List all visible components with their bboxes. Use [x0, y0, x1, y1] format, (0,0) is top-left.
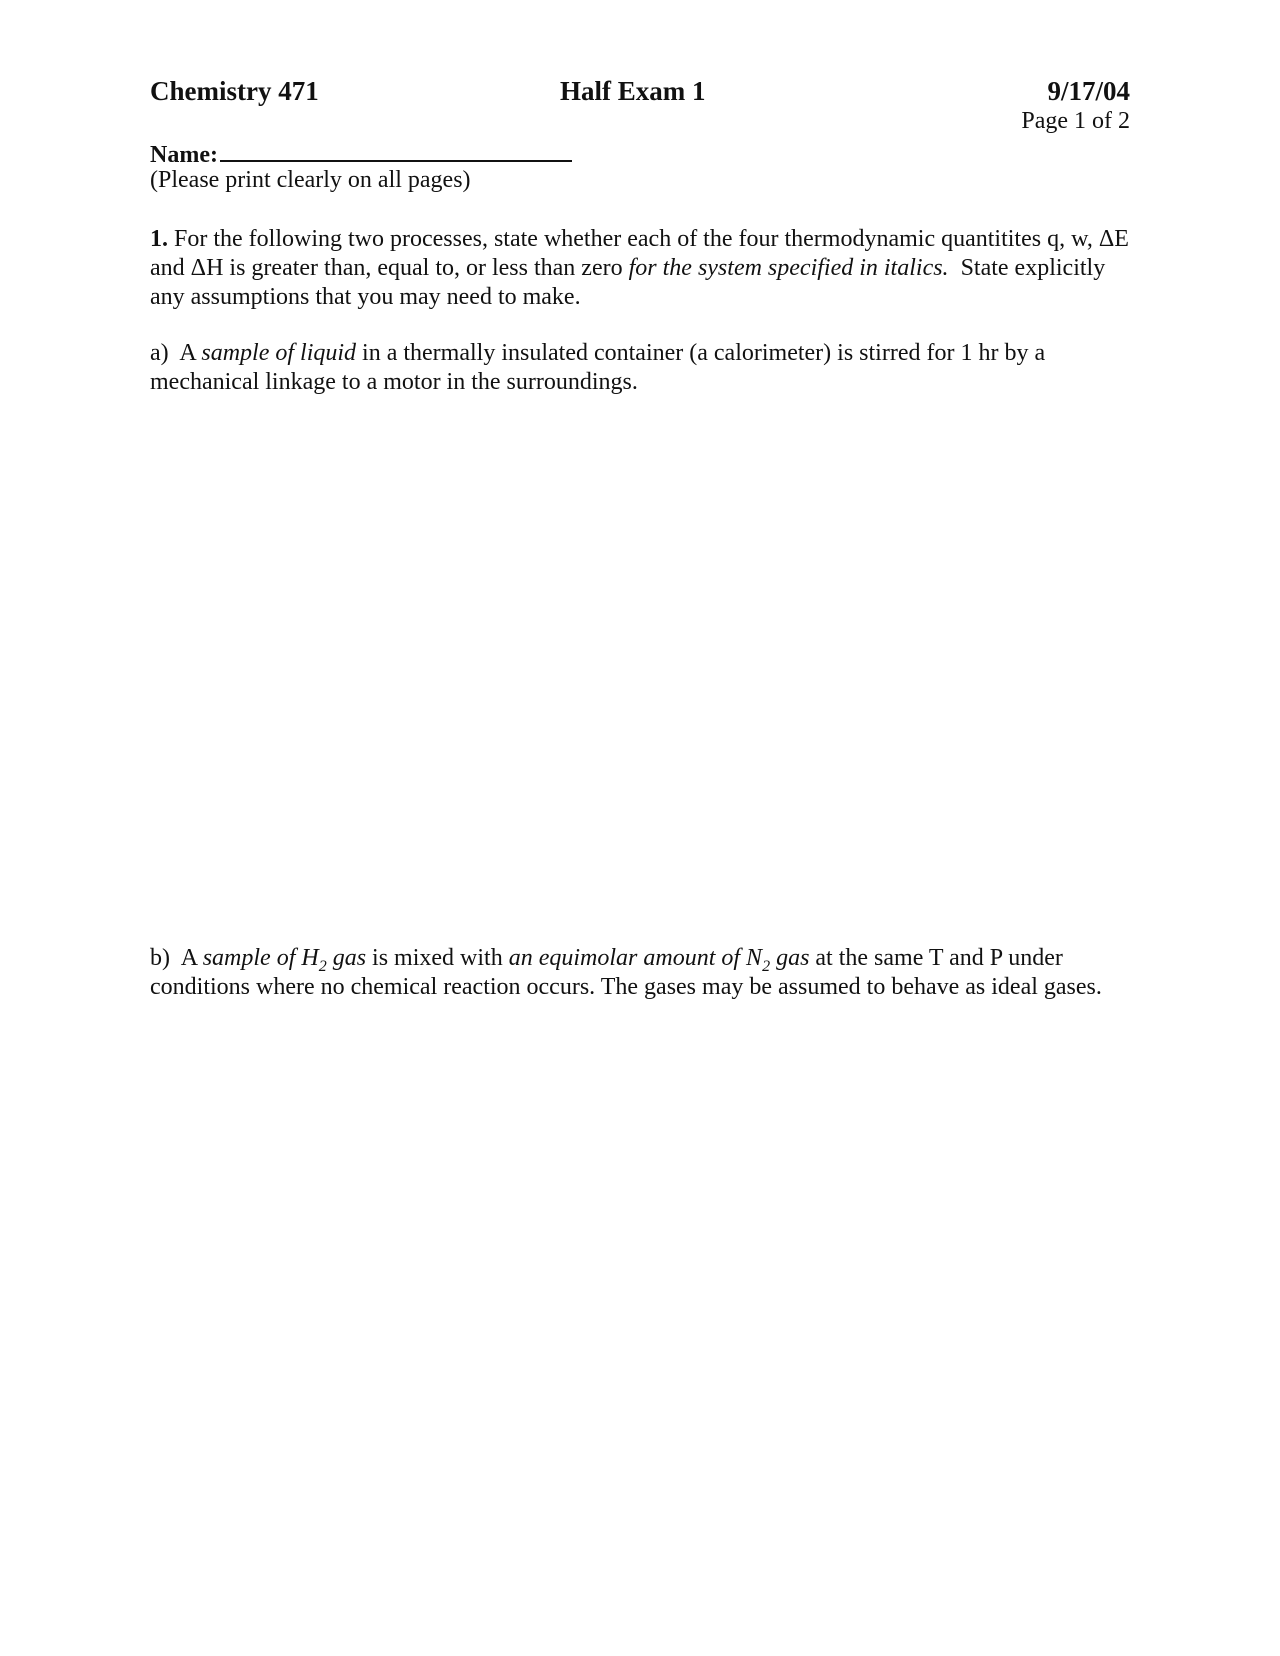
- question-intro-italic: for the system specified in italics.: [628, 255, 949, 281]
- exam-title: Half Exam 1: [560, 76, 706, 106]
- part-b-pre: A: [180, 945, 197, 971]
- name-label: Name:: [150, 142, 218, 168]
- part-b-italic-2-tail: gas: [776, 945, 810, 971]
- part-b-italic-2-text: an equimolar amount of N: [508, 945, 763, 971]
- part-b-italic-1-tail: gas: [332, 945, 367, 971]
- question-intro-text: For the following two processes, state whether each of the four thermodynamic quantitites q, w, ΔE and ΔH is greater than, equal to, or less than zero: [150, 226, 1129, 281]
- part-b-sub-2: 2: [762, 957, 771, 975]
- question-intro-tail: State explicitly any assumptions that you may need to make.: [150, 255, 1106, 310]
- part-b-text: at the same T and P under conditions where no chemical reaction occurs. The gases may be assumed to behave as ideal gases.: [150, 945, 1102, 1000]
- name-field: [150, 138, 572, 169]
- part-a-pre: A: [179, 340, 196, 366]
- page-number: Page 1 of 2: [1021, 108, 1130, 134]
- part-b-italic-2: [508, 945, 810, 975]
- part-b-sub-1: 2: [318, 957, 327, 975]
- part-b-mid: is mixed with: [372, 945, 503, 971]
- print-instruction: (Please print clearly on all pages): [150, 167, 471, 193]
- name-blank-line: [220, 138, 572, 162]
- question-part-b: [150, 944, 1130, 1002]
- question-1-intro: [150, 225, 1130, 312]
- exam-date: 9/17/04: [1047, 76, 1130, 106]
- part-b-italic-1: [202, 945, 367, 975]
- part-a-label: a): [150, 340, 169, 366]
- part-b-italic-1-text: sample of H: [202, 945, 319, 971]
- question-part-a: [150, 339, 1130, 397]
- part-a-text: in a thermally insulated container (a calorimeter) is stirred for 1 hr by a mechanical linkage to a motor in the surroundings.: [150, 340, 1046, 395]
- exam-header: [150, 76, 1130, 112]
- question-number: 1.: [150, 226, 168, 252]
- part-b-label: b): [150, 945, 170, 971]
- part-a-italic: sample of liquid: [201, 340, 357, 366]
- course-title: Chemistry 471: [150, 76, 319, 106]
